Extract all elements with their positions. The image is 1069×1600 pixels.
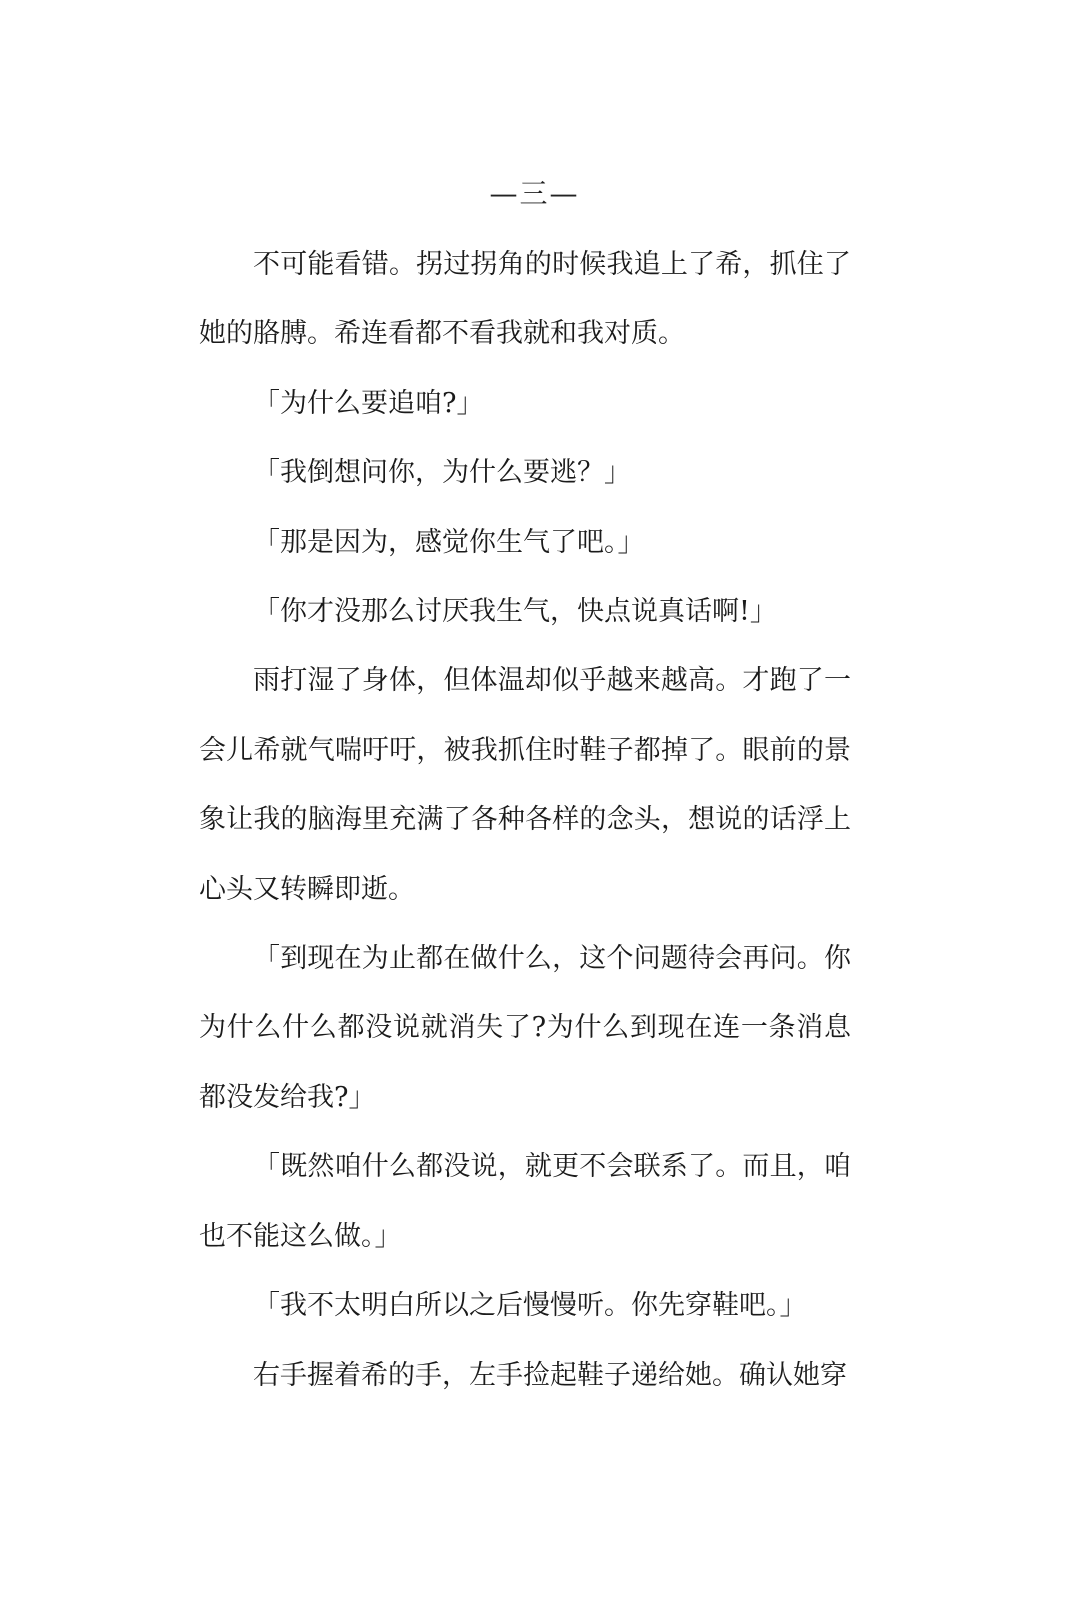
chapter-title: —三—	[489, 177, 580, 210]
paragraph: 不可能看错。拐过拐角的时候我追上了希，抓住了她的胳膊。希连看都不看我就和我对质。	[199, 249, 851, 350]
body-text	[199, 230, 851, 1410]
paragraph: 「为什么要追咱?」	[253, 387, 484, 419]
paragraph: 「到现在为止都在做什么，这个问题待会再问。你为什么什么都没说就消失了?为什么到现在连一条消息都没发给我?」	[199, 943, 851, 1113]
paragraph: 雨打湿了身体，但体温却似乎越来越高。才跑了一会儿希就气喘吁吁，被我抓住时鞋子都掉了。眼前的景象让我的脑海里充满了各种各样的念头，想说的话浮上心头又转瞬即逝。	[199, 665, 851, 905]
paragraph: 「我倒想问你，为什么要逃？」	[253, 457, 631, 489]
paragraph: 「你才没那么讨厌我生气，快点说真话啊!」	[253, 596, 777, 628]
paragraph: 「我不太明白所以之后慢慢听。你先穿鞋吧。」	[253, 1290, 807, 1322]
paragraph: 「那是因为，感觉你生气了吧。」	[253, 526, 645, 558]
paragraph: 右手握着希的手，左手捡起鞋子递给她。确认她穿	[253, 1359, 847, 1391]
paragraph: 「既然咱什么都没说，就更不会联系了。而且，咱也不能这么做。」	[199, 1151, 851, 1252]
